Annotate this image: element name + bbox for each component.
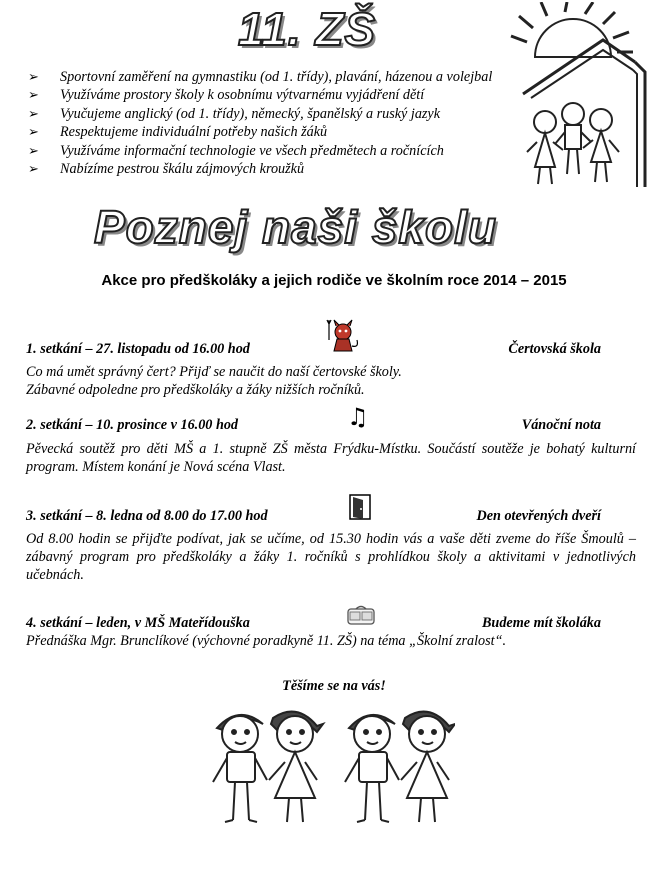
event-2-name: Vánoční nota xyxy=(521,417,601,433)
list-item: ➢ Sportovní zaměření na gymnastiku (od 1. třídy), plavání, házenou a volejbal xyxy=(28,69,493,85)
list-item: ➢ Využíváme informační technologie ve všech předmětech a ročnících xyxy=(28,142,444,159)
list-item: ➢ Vyučujeme anglický (od 1. třídy), německý, španělský a ruský jazyk xyxy=(28,105,441,122)
list-item: ➢ Využíváme prostory školy k osobnímu výtvarnému vyjádření dětí xyxy=(28,87,425,104)
children-holding-hands-illustration xyxy=(205,702,455,832)
event-4-text: Přednáška Mgr. Brunclíkové (výchovné poradkyně 11. ZŠ) na téma „Školní zralost“. xyxy=(26,633,507,649)
door-icon xyxy=(349,494,371,520)
list-item: ➢ Nabízíme pestrou škálu zájmových kroužků xyxy=(28,161,305,178)
arrow-bullet-icon: ➢ xyxy=(28,161,39,177)
event-3-heading: 3. setkání – 8. ledna od 8.00 do 17.00 hod Den otevřených dveří xyxy=(26,508,601,524)
closing-text: Těšíme se na vás! xyxy=(282,678,386,694)
event-1-name: Čertovská škola xyxy=(508,341,601,357)
arrow-bullet-icon: ➢ xyxy=(28,142,39,158)
music-note-icon: ♫ xyxy=(347,403,369,431)
subtitle: Akce pro předškoláky a jejich rodiče ve školním roce 2014 – 2015 xyxy=(101,272,567,289)
page-title: 11. ZŠ xyxy=(238,3,377,55)
school-bag-icon xyxy=(346,604,376,626)
arrow-bullet-icon: ➢ xyxy=(28,105,39,121)
event-3-text: Od 8.00 hodin se přijďte podívat, jak se učíme, od 15.30 hodin vás a vaše děti zveme do říše Šmoulů – zábavný program pro předškoláky a žáky 1. ročníků s prohlídkou školy a aktivitami v jednotlivých učebnách. xyxy=(26,531,636,583)
event-1-heading: 1. setkání – 27. listopadu od 16.00 hod Čertovská škola xyxy=(26,341,601,357)
devil-icon xyxy=(326,318,360,354)
feature-list xyxy=(28,68,492,178)
event-3-name: Den otevřených dveří xyxy=(476,508,601,524)
arrow-bullet-icon: ➢ xyxy=(28,69,39,84)
event-4-name: Budeme mít školáka xyxy=(481,615,601,631)
sun-house-children-illustration xyxy=(505,2,655,192)
arrow-bullet-icon: ➢ xyxy=(28,87,39,103)
banner-title: Poznej naši školu xyxy=(94,201,497,253)
event-1-text: Co má umět správný čert? Přijď se naučit do naší čertovské školy. Zábavné odpoledne pro předškoláky a žáky nižších ročníků. xyxy=(26,364,402,398)
arrow-bullet-icon: ➢ xyxy=(28,124,39,140)
list-item: ➢ Respektujeme individuální potřeby našich žáků xyxy=(28,124,328,141)
event-2-heading: 2. setkání – 10. prosince v 16.00 hod Vánoční nota xyxy=(26,417,601,433)
event-2-text: Pěvecká soutěž pro děti MŠ a 1. stupně ZŠ města Frýdku-Místku. Součástí soutěže je bohatý kulturní program. Místem konání je Nová scéna Vlast. xyxy=(26,441,636,475)
event-4-heading: 4. setkání – leden, v MŠ Mateřídouška Budeme mít školáka xyxy=(26,615,601,631)
